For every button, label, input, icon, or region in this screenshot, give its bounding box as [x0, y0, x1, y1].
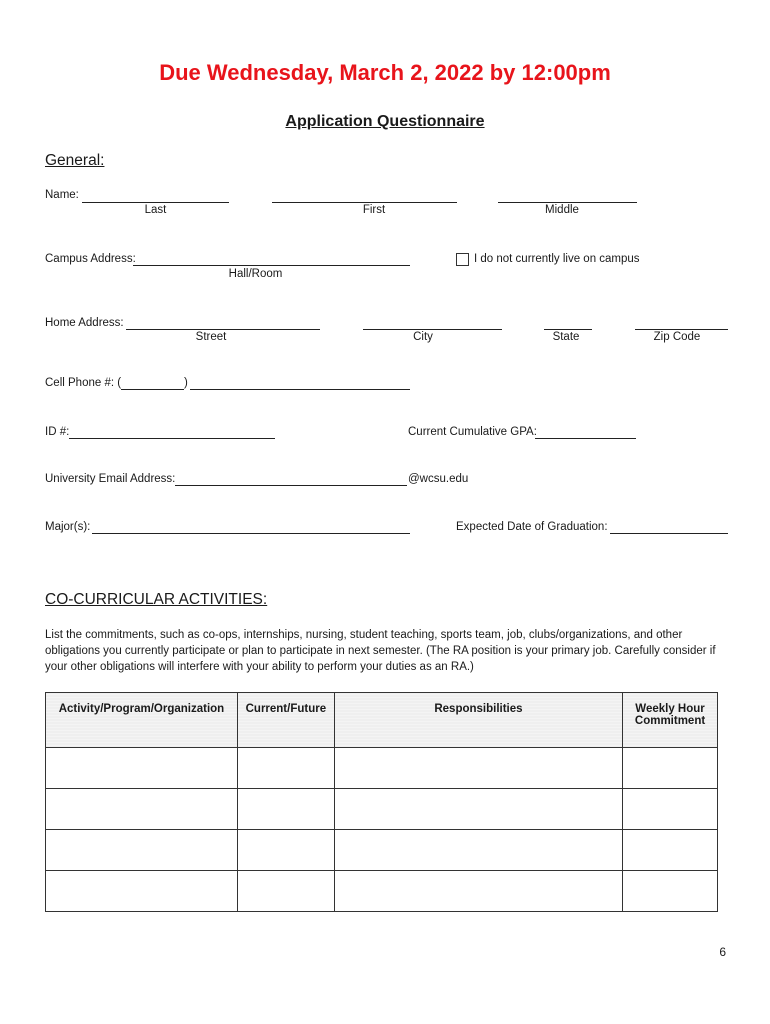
zip-code-input[interactable]	[635, 316, 728, 330]
activity-cell[interactable]	[46, 871, 238, 912]
responsibilities-cell[interactable]	[334, 789, 622, 830]
cell-phone-input[interactable]	[190, 376, 410, 390]
major-label: Major(s):	[45, 521, 91, 533]
id-input[interactable]	[69, 425, 275, 439]
current-future-cell[interactable]	[237, 871, 334, 912]
current-future-cell[interactable]	[237, 789, 334, 830]
page-number: 6	[719, 945, 726, 959]
gpa-label: Current Cumulative GPA:	[408, 426, 537, 438]
responsibilities-cell[interactable]	[334, 871, 622, 912]
weekly-hours-cell[interactable]	[623, 748, 718, 789]
activities-header-row	[46, 693, 718, 748]
cell-phone-label: Cell Phone #: (	[45, 377, 122, 389]
street-caption: Street	[195, 331, 227, 343]
activities-table	[45, 692, 718, 912]
activity-cell[interactable]	[46, 830, 238, 871]
home-address-label: Home Address:	[45, 317, 124, 329]
general-section-heading: General:	[45, 152, 105, 169]
no-campus-checkbox[interactable]	[456, 253, 469, 266]
email-domain: @wcsu.edu	[408, 473, 469, 485]
city-input[interactable]	[363, 316, 502, 330]
last-name-caption: Last	[144, 204, 167, 216]
zip-code-caption: Zip Code	[653, 331, 701, 343]
current-future-cell[interactable]	[237, 830, 334, 871]
due-date-heading: Due Wednesday, March 2, 2022 by 12:00pm	[159, 60, 611, 85]
weekly-hours-cell[interactable]	[623, 789, 718, 830]
city-caption: City	[413, 331, 433, 343]
page-title: Application Questionnaire	[285, 113, 485, 130]
column-header-weekly-hours: Weekly Hour Commitment	[623, 693, 718, 748]
hall-room-caption: Hall/Room	[228, 268, 283, 280]
table-row	[46, 871, 718, 912]
current-future-cell[interactable]	[237, 748, 334, 789]
responsibilities-cell[interactable]	[334, 830, 622, 871]
email-label: University Email Address:	[45, 473, 176, 485]
cell-phone-paren: )	[184, 377, 188, 389]
id-label: ID #:	[45, 426, 70, 438]
weekly-hours-cell[interactable]	[623, 871, 718, 912]
email-input[interactable]	[175, 472, 407, 486]
graduation-date-input[interactable]	[610, 520, 728, 534]
last-name-input[interactable]	[82, 189, 229, 203]
first-name-input[interactable]	[272, 189, 457, 203]
table-row	[46, 748, 718, 789]
column-header-responsibilities: Responsibilities	[334, 693, 622, 748]
middle-name-input[interactable]	[498, 189, 637, 203]
table-row	[46, 789, 718, 830]
gpa-input[interactable]	[535, 425, 636, 439]
cocurricular-section-heading: CO-CURRICULAR ACTIVITIES:	[45, 591, 268, 608]
campus-address-input[interactable]	[133, 252, 410, 266]
area-code-input[interactable]	[121, 376, 184, 390]
street-input[interactable]	[126, 316, 320, 330]
name-label: Name:	[45, 189, 79, 201]
major-input[interactable]	[92, 520, 410, 534]
no-campus-label: I do not currently live on campus	[474, 253, 640, 265]
state-input[interactable]	[544, 316, 592, 330]
cocurricular-instructions: List the commitments, such as co-ops, internships, nursing, student teaching, sports team, job, clubs/organizations, and other obligations you currently participate or plan to participate in next semester. (The RA position is your primary job. Carefully consider if your other obligations will interfere with your ability to perform your duties as an RA.)	[45, 629, 716, 673]
column-header-current-future: Current/Future	[237, 693, 334, 748]
weekly-hours-cell[interactable]	[623, 830, 718, 871]
responsibilities-cell[interactable]	[334, 748, 622, 789]
state-caption: State	[552, 331, 580, 343]
activity-cell[interactable]	[46, 748, 238, 789]
activity-cell[interactable]	[46, 789, 238, 830]
graduation-label: Expected Date of Graduation:	[456, 521, 608, 533]
column-header-activity: Activity/Program/Organization	[46, 693, 238, 748]
first-name-caption: First	[362, 204, 386, 216]
table-row	[46, 830, 718, 871]
campus-address-label: Campus Address:	[45, 253, 136, 265]
middle-name-caption: Middle	[545, 204, 579, 216]
